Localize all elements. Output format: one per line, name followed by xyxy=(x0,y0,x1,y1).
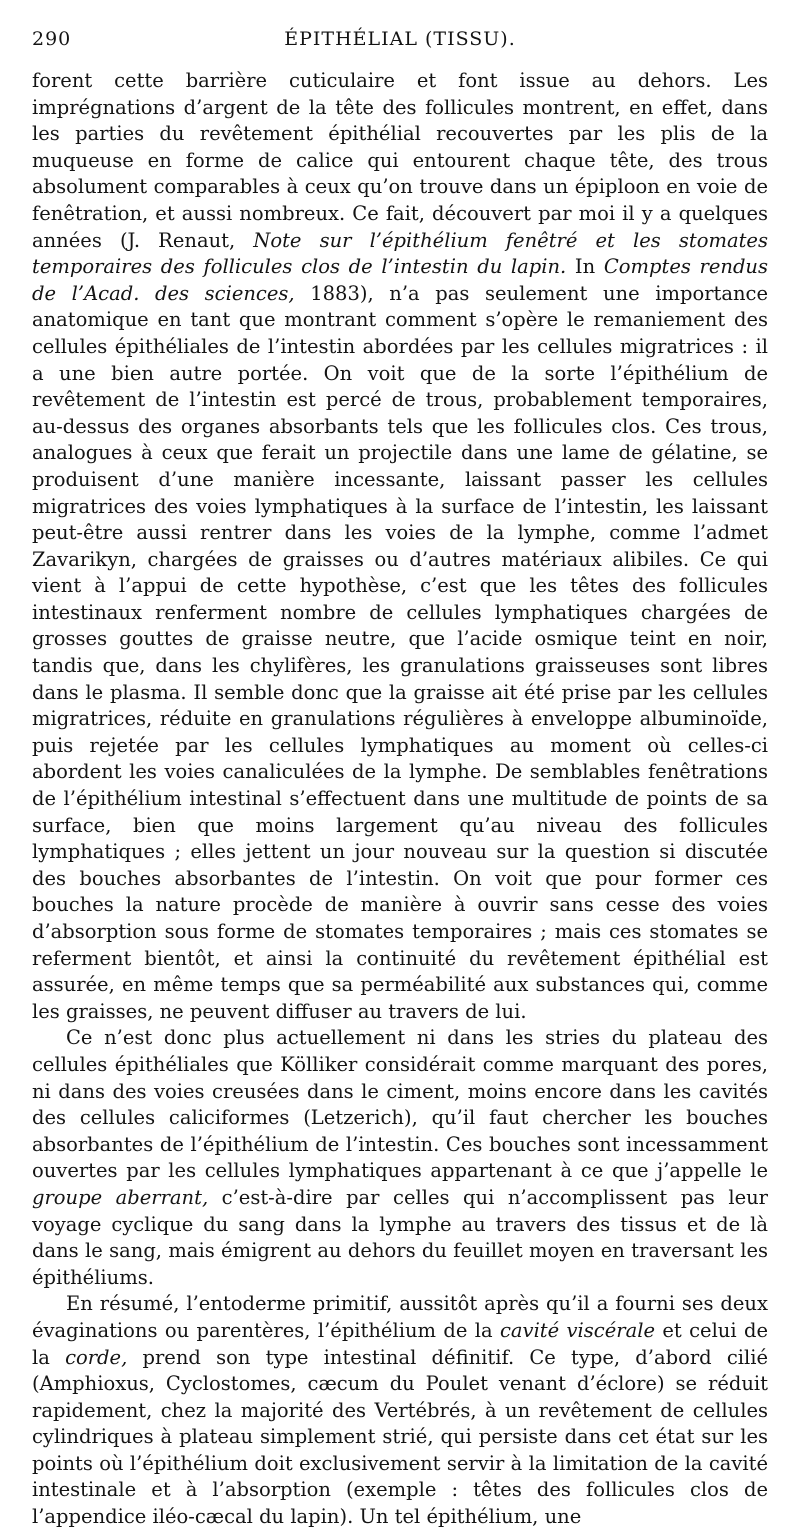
italic-text-run: cavité viscérale xyxy=(500,1318,655,1342)
italic-text-run: corde, xyxy=(65,1345,128,1369)
body-text xyxy=(32,68,768,1531)
page-number: 290 xyxy=(32,28,72,50)
text-run: prend son type intestinal définitif. Ce type, d’abord cilié (Amphioxus, Cyclostomes, cæcum du Poulet venant d’éclore) se réduit rapidement, chez la majorité des Vertébrés, à un revêtement de cellules cylindriques à plateau simplement strié, qui persiste dans cet état sur les points où l’épithélium doit exclusivement servir à la limitation de la cavité intestinale et à l’absorption (exemple : têtes des follicules clos de l’appendice iléo-cæcal du lapin). Un tel épithélium, une xyxy=(32,1345,769,1529)
italic-text-run: Comptes rendus de l’Acad. des sciences, xyxy=(32,255,768,305)
text-run: et celui de la xyxy=(32,1318,768,1369)
paragraph xyxy=(32,68,768,1025)
italic-text-run: Note sur l’épithélium fenêtré et les stomates temporaires des follicules clos de l’intestin du lapin. xyxy=(32,228,768,279)
paragraph xyxy=(32,1291,768,1530)
text-run: Ce n’est donc plus actuellement ni dans les stries du plateau des cellules épithéliales que Kölliker considérait comme marquant des pores, ni dans des voies creusées dans le ciment, moins encore dans les cavités des cellules caliciformes (Letzerich), qu’il faut chercher les bouches absorbantes de l’épithélium de l’intestin. Ces bouches sont incessamment ouvertes par les cellules lymphatiques appartenant à ce que j’appelle le xyxy=(32,1026,768,1183)
page-header xyxy=(32,28,768,58)
text-run: 1883), n’a pas seulement une importance anatomique en tant que montrant comment s’opère le remaniement des cellules épithéliales de l’intestin abordées par les cellules migratrices : il a une bien autre portée. On voit que de la sorte l’épithélium de revêtement de l’intestin est percé de trous, probablement temporaires, au-dessus des organes absorbants tels que les follicules clos. Ces trous, analogues à ceux que ferait un projectile dans une lame de gélatine, se produisent d’une manière incessante, laissant passer les cellules migratrices des voies lymphatiques à la surface de l’intestin, les laissant peut-être aussi rentrer dans les voies de la lymphe, comme l’admet Zavarikyn, chargées de graisses ou d’autres matériaux alibiles. Ce qui vient à l’appui de cette hypothèse, c’est que les têtes des follicules intestinaux renferment nombre de cellules lymphatiques chargées de grosses gouttes de graisse neutre, que l’acide osmique teint en noir, tandis que, dans les chylifères, les granulations graisseuses sont libres dans le plasma. Il semble donc que la graisse ait été prise par les cellules migratrices, réduite en granulations régulières à enveloppe albuminoïde, puis rejetée par les cellules lymphatiques au moment où celles-ci abordent les voies canaliculées de la lymphe. De semblables fenêtrations de l’épithélium intestinal s’effectuent dans une multitude de points de sa surface, bien que moins largement qu’au niveau des follicules lymphatiques ; elles jettent un jour nouveau sur la question si discutée des bouches absorbantes de l’intestin. On voit que pour former ces bouches la nature procède de manière à ouvrir sans cesse des voies d’absorption sous forme de stomates temporaires ; mais ces stomates se referment bientôt, et ainsi la continuité du revêtement épithélial est assurée, en même temps que sa perméabilité aux substances qui, comme les graisses, ne peuvent diffuser au travers de lui. xyxy=(32,281,769,1023)
text-run: c’est-à-dire par celles qui n’accomplissent pas leur voyage cyclique du sang dans la lymphe au travers des tissus et de là dans le sang, mais émigrent au dehors du feuillet moyen en traversant les épithéliums. xyxy=(32,1185,768,1289)
text-run: In xyxy=(566,255,604,279)
italic-text-run: groupe aberrant, xyxy=(32,1185,209,1209)
text-run: forent cette barrière cuticulaire et font issue au dehors. Les imprégnations d’argent de la tête des follicules montrent, en effet, dans les parties du revêtement épithélial recouvertes par les plis de la muqueuse en forme de calice qui entourent chaque tête, des trous absolument comparables à ceux qu’on trouve dans un épiploon en voie de fenêtration, et aussi nombreux. Ce fait, découvert par moi il y a quelques années (J. Renaut, xyxy=(32,69,768,252)
text-run: En résumé, l’entoderme primitif, aussitôt après qu’il a fourni ses deux évaginations ou parentères, l’épithélium de la xyxy=(32,1292,768,1342)
running-head: ÉPITHÉLIAL (TISSU). xyxy=(284,28,516,50)
paragraph xyxy=(32,1025,768,1291)
